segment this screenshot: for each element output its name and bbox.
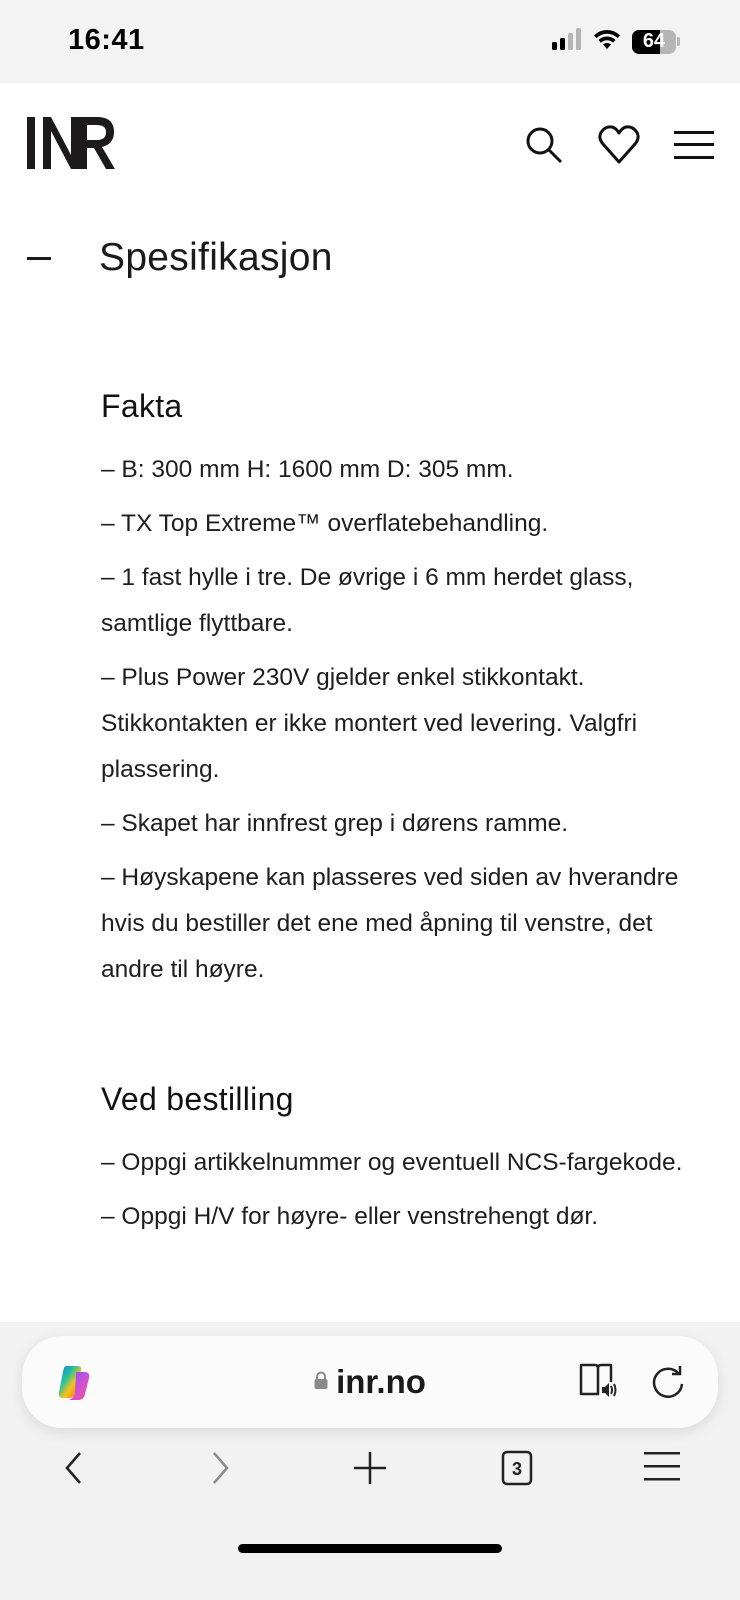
read-aloud-icon[interactable]	[578, 1362, 618, 1405]
wifi-icon	[592, 28, 622, 55]
browser-toolbar	[0, 1450, 740, 1510]
signal-icon	[552, 28, 582, 55]
forward-button[interactable]	[208, 1450, 232, 1491]
status-time: 16:41	[68, 24, 145, 56]
search-icon[interactable]	[524, 125, 564, 170]
browser-menu-button[interactable]	[644, 1450, 680, 1487]
back-button[interactable]	[62, 1450, 86, 1491]
collapse-icon	[27, 257, 51, 260]
lock-icon	[314, 1371, 328, 1394]
specification-title: Spesifikasjon	[99, 236, 333, 279]
browser-chrome	[0, 1322, 740, 1600]
url-text[interactable]: inr.no	[336, 1363, 426, 1400]
battery-indicator	[632, 30, 676, 54]
list-item: – TX Top Extreme™ overflatebehandling.	[101, 510, 549, 537]
list-item: – Oppgi artikkelnummer og eventuell NCS-fargekode.	[101, 1149, 683, 1176]
list-item: – Høyskapene kan plasseres ved siden av hverandre hvis du bestiller det ene med åpning til venstre, det andre til høyre.	[101, 864, 679, 983]
battery-percent: 64	[642, 30, 666, 52]
list-item: – Oppgi H/V for høyre- eller venstrehengt dør.	[101, 1203, 599, 1230]
section-title-fakta: Fakta	[101, 388, 183, 424]
reload-icon[interactable]	[650, 1364, 686, 1405]
menu-icon[interactable]	[674, 129, 714, 166]
list-item: – B: 300 mm H: 1600 mm D: 305 mm.	[101, 456, 514, 483]
address-bar[interactable]	[22, 1336, 718, 1428]
heart-icon[interactable]	[598, 125, 640, 170]
fakta-list	[101, 447, 711, 993]
list-item: – Plus Power 230V gjelder enkel stikkontakt. Stikkontakten er ikke montert ved levering. Valgfri plassering.	[101, 664, 638, 783]
section-title-ved-bestilling: Ved bestilling	[101, 1081, 294, 1117]
status-bar	[0, 0, 740, 83]
specification-toggle[interactable]	[27, 236, 333, 280]
specification-content	[101, 388, 711, 1248]
tab-count: 3	[511, 1459, 523, 1479]
inr-logo[interactable]	[27, 117, 117, 176]
ordering-list	[101, 1140, 711, 1240]
list-item: – 1 fast hylle i tre. De øvrige i 6 mm herdet glass, samtlige flyttbare.	[101, 564, 634, 637]
list-item: – Skapet har innfrest grep i dørens ramme.	[101, 810, 569, 837]
new-tab-button[interactable]	[352, 1450, 388, 1491]
status-icons	[552, 28, 680, 55]
tabs-button[interactable]	[501, 1450, 535, 1491]
site-header	[0, 83, 740, 213]
home-indicator[interactable]	[238, 1544, 502, 1553]
